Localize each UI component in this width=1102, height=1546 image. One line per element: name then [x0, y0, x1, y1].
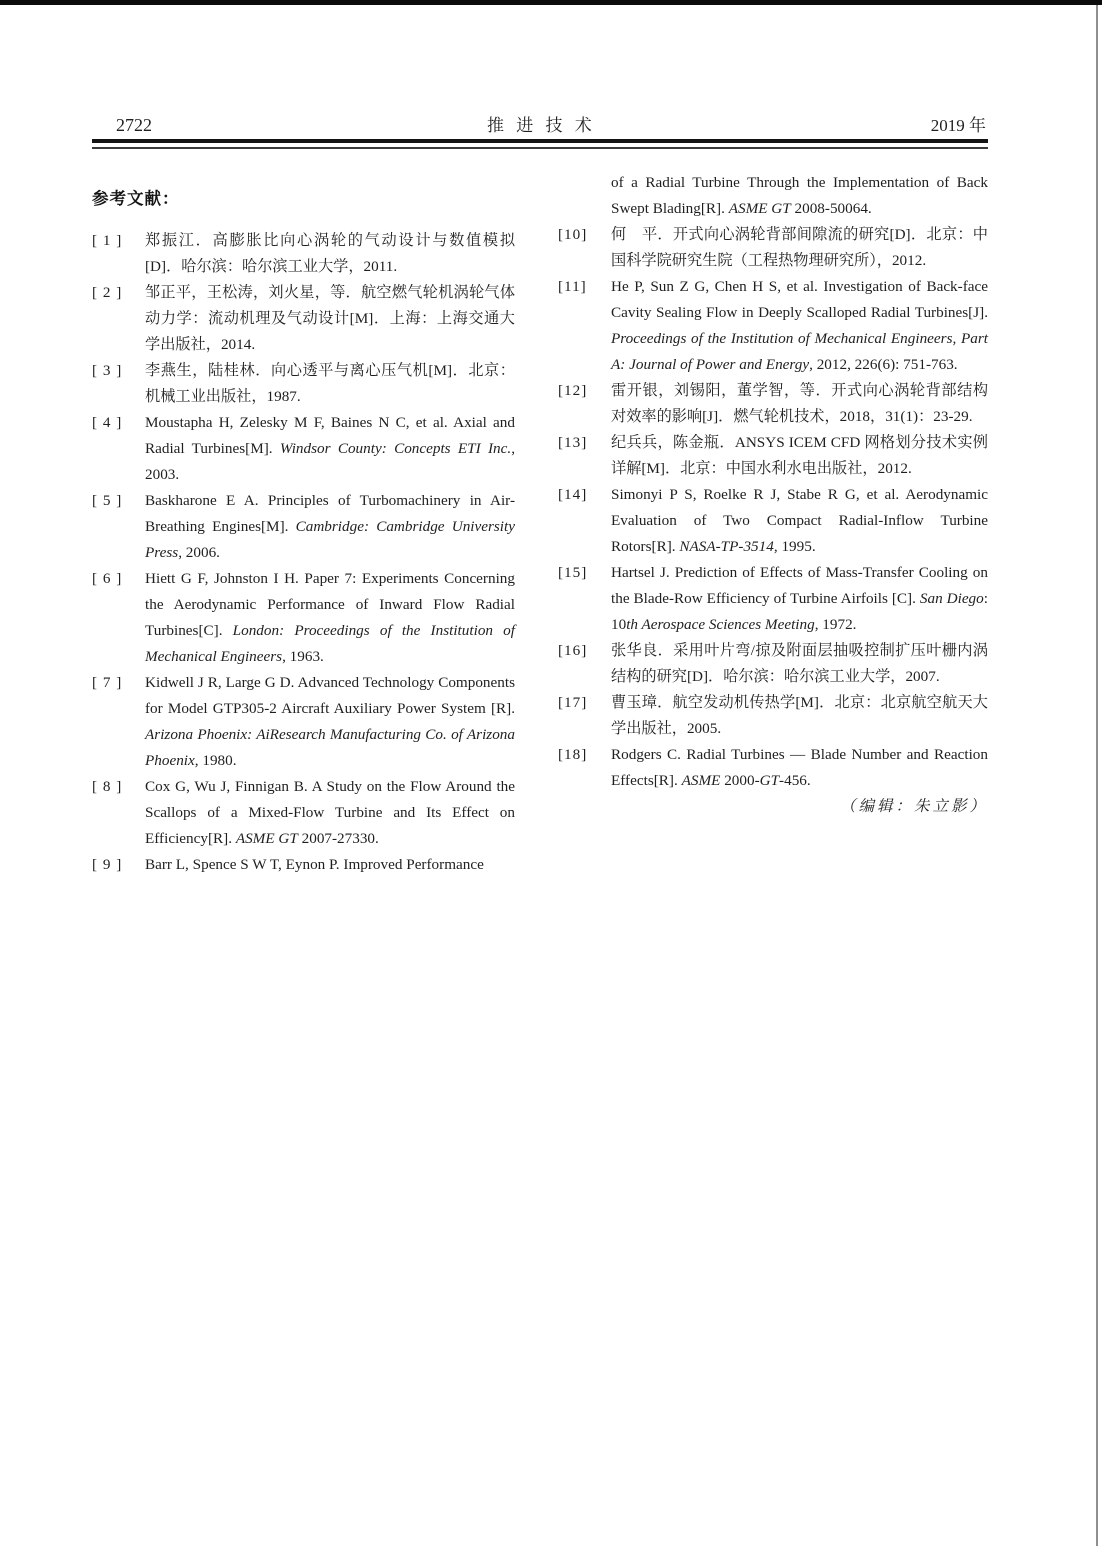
reference-text: [611, 482, 988, 560]
reference-text-run: He P, Sun Z G, Chen H S, et al. Investigation of Back-face Cavity Sealing Flow in Deeply Scalloped Radial Turbines[J].: [611, 278, 988, 321]
reference-number: [ 4 ]: [92, 414, 123, 431]
reference-text-run: Barr L, Spence S W T, Eynon P. Improved Performance: [145, 856, 484, 873]
reference-item: [92, 670, 515, 774]
reference-text: [611, 742, 988, 794]
header-rule-thick: [92, 139, 988, 143]
reference-item: [92, 566, 515, 670]
reference-text: [611, 638, 988, 690]
reference-text-run: 2008-50064.: [790, 200, 872, 217]
reference-text-run: Hartsel J. Prediction of Effects of Mass-Transfer Cooling on the Blade-Row Efficiency of Turbine Airfoils [C].: [611, 564, 988, 607]
reference-item: [558, 690, 988, 742]
header-rule: [92, 139, 988, 149]
publication-year: 2019 年: [930, 116, 986, 135]
reference-text: [611, 560, 988, 638]
reference-text: [145, 566, 515, 670]
reference-item: [558, 638, 988, 690]
reference-text-run: 雷开银，刘锡阳，董学智，等．开式向心涡轮背部结构对效率的影响[J]．燃气轮机技术，2018，31(1)：23-29.: [611, 382, 988, 425]
reference-text: [145, 488, 515, 566]
reference-text-italic: th Aerospace Sciences Meeting: [626, 616, 815, 633]
reference-text-italic: ASME GT: [235, 830, 298, 847]
reference-number: [ 6 ]: [92, 570, 123, 587]
reference-text: [145, 774, 515, 852]
reference-text-run: Simonyi P S, Roelke R J, Stabe R G, et al. Aerodynamic Evaluation of Two Compact Radial-Inflow Turbine Rotors[R].: [611, 486, 988, 555]
references-heading: 参考文献：: [92, 190, 180, 208]
reference-text-run: , 1995.: [773, 538, 816, 555]
reference-text-run: 2007-27330.: [297, 830, 379, 847]
reference-item: [558, 274, 988, 378]
reference-item: [92, 488, 515, 566]
reference-text-run: 李燕生，陆桂林．向心透平与离心压气机[M]．北京：机械工业出版社，1987.: [145, 362, 515, 405]
reference-text: [145, 280, 515, 358]
reference-text-run: Rodgers C. Radial Turbines — Blade Number and Reaction Effects[R].: [611, 746, 988, 789]
reference-text: [145, 852, 515, 878]
reference-number: [14]: [558, 486, 588, 503]
reference-number: [12]: [558, 382, 588, 399]
reference-text-italic: NASA-TP-3514: [679, 538, 774, 555]
reference-text: [145, 670, 515, 774]
reference-text: [611, 430, 988, 482]
reference-item: [558, 742, 988, 794]
reference-text-run: : 10: [611, 590, 988, 633]
reference-text-run: of a Radial Turbine Through the Implementation of Back Swept Blading[R].: [611, 174, 988, 217]
reference-text-italic: Windsor County: Concepts ETI Inc.: [279, 440, 512, 457]
page-number: 2722: [116, 115, 152, 135]
reference-text-italic: San Diego: [919, 590, 984, 607]
reference-item: [92, 280, 515, 358]
reference-text: [611, 690, 988, 742]
reference-text: [611, 222, 988, 274]
reference-text-italic: GT: [759, 772, 780, 789]
reference-item: [558, 222, 988, 274]
reference-text-run: , 1963.: [282, 648, 324, 665]
references-columns: [92, 170, 988, 878]
reference-text-run: , 1972.: [814, 616, 857, 633]
reference-number: [ 3 ]: [92, 362, 123, 379]
scan-edge-right: [1096, 5, 1098, 1546]
reference-text-italic: Cambridge: Cambridge University Press: [145, 518, 515, 561]
editor-note: （编辑：朱立影）: [839, 798, 988, 815]
reference-text-run: , 2006.: [178, 544, 220, 561]
reference-item: [558, 482, 988, 560]
reference-number: [ 8 ]: [92, 778, 123, 795]
reference-number: [15]: [558, 564, 588, 581]
reference-text: [145, 228, 515, 280]
reference-text-run: Baskharone E A. Principles of Turbomachinery in Air-Breathing Engines[M].: [145, 492, 515, 535]
reference-number: [ 9 ]: [92, 856, 123, 873]
reference-number: [ 7 ]: [92, 674, 123, 691]
scan-edge-top: [0, 0, 1102, 5]
reference-text-run: 邹正平，王松涛，刘火星，等．航空燃气轮机涡轮气体动力学：流动机理及气动设计[M]．上海：上海交通大学出版社，2014.: [145, 284, 515, 353]
reference-text-run: Moustapha H, Zelesky M F, Baines N C, et al. Axial and Radial Turbines[M].: [145, 414, 515, 457]
reference-text-run: -456.: [779, 772, 811, 789]
reference-text-run: 何 平．开式向心涡轮背部间隙流的研究[D]．北京：中国科学院研究生院（工程热物理研究所），2012.: [611, 226, 988, 269]
references-list-left: [92, 228, 515, 878]
right-column: [558, 170, 988, 878]
reference-item: [92, 852, 515, 878]
reference-item: [558, 560, 988, 638]
reference-text-run: , 1980.: [194, 752, 237, 769]
reference-text-run: 纪兵兵，陈金瓶．ANSYS ICEM CFD 网格划分技术实例详解[M]．北京：中国水利水电出版社，2012.: [611, 434, 988, 477]
reference-text-italic: Arizona Phoenix: AiResearch Manufacturing Co. of Arizona Phoenix: [145, 726, 515, 769]
reference-number: [ 1 ]: [92, 232, 123, 249]
reference-text-run: 曹玉璋．航空发动机传热学[M]．北京：北京航空航天大学出版社，2005.: [611, 694, 988, 737]
reference-number: [11]: [558, 278, 587, 295]
reference-number: [18]: [558, 746, 588, 763]
reference-text-run: Cox G, Wu J, Finnigan B. A Study on the Flow Around the Scallops of a Mixed-Flow Turbine and Its Effect on Efficiency[R].: [145, 778, 515, 847]
reference-item: [92, 774, 515, 852]
reference-text-run: Hiett G F, Johnston I H. Paper 7: Experiments Concerning the Aerodynamic Performance of Inward Flow Radial Turbines[C].: [145, 570, 515, 639]
reference-number: [ 2 ]: [92, 284, 123, 301]
reference-item: [92, 410, 515, 488]
left-column: [92, 170, 515, 878]
reference-number: [13]: [558, 434, 588, 451]
reference-item: [92, 358, 515, 410]
reference-text-italic: ASME: [681, 772, 721, 789]
reference-item: [92, 228, 515, 280]
reference-text-run: , 2003.: [145, 440, 515, 483]
page-header: [92, 113, 988, 138]
reference-text-run: Kidwell J R, Large G D. Advanced Technology Components for Model GTP305-2 Aircraft Auxiliary Power System [R].: [145, 674, 515, 717]
reference-text: [611, 378, 988, 430]
reference-text-run: , 2012, 226(6): 751-763.: [809, 356, 958, 373]
reference-text-run: 郑振江．高膨胀比向心涡轮的气动设计与数值模拟[D]．哈尔滨：哈尔滨工业大学，2011.: [145, 232, 515, 275]
reference-number: [16]: [558, 642, 588, 659]
reference-item: [558, 378, 988, 430]
header-rule-thin: [92, 147, 988, 149]
reference-text-run: 张华良．采用叶片弯/掠及附面层抽吸控制扩压叶栅内涡结构的研究[D]．哈尔滨：哈尔滨工业大学，2007.: [611, 642, 988, 685]
reference-text-italic: Proceedings of the Institution of Mechanical Engineers, Part A: Journal of Power and Energy: [611, 330, 988, 373]
reference-number: [10]: [558, 226, 588, 243]
reference-carryover: [611, 170, 988, 222]
reference-text: [145, 410, 515, 488]
reference-text-run: 2000-: [720, 772, 760, 789]
reference-number: [17]: [558, 694, 588, 711]
reference-text-italic: ASME GT: [728, 200, 791, 217]
reference-number: [ 5 ]: [92, 492, 123, 509]
reference-text: [145, 358, 515, 410]
reference-text: [611, 274, 988, 378]
reference-text-italic: London: Proceedings of the Institution of Mechanical Engineers: [145, 622, 515, 665]
references-list-right: [558, 222, 988, 794]
journal-title: 推 进 技 术: [487, 116, 596, 135]
reference-item: [558, 430, 988, 482]
